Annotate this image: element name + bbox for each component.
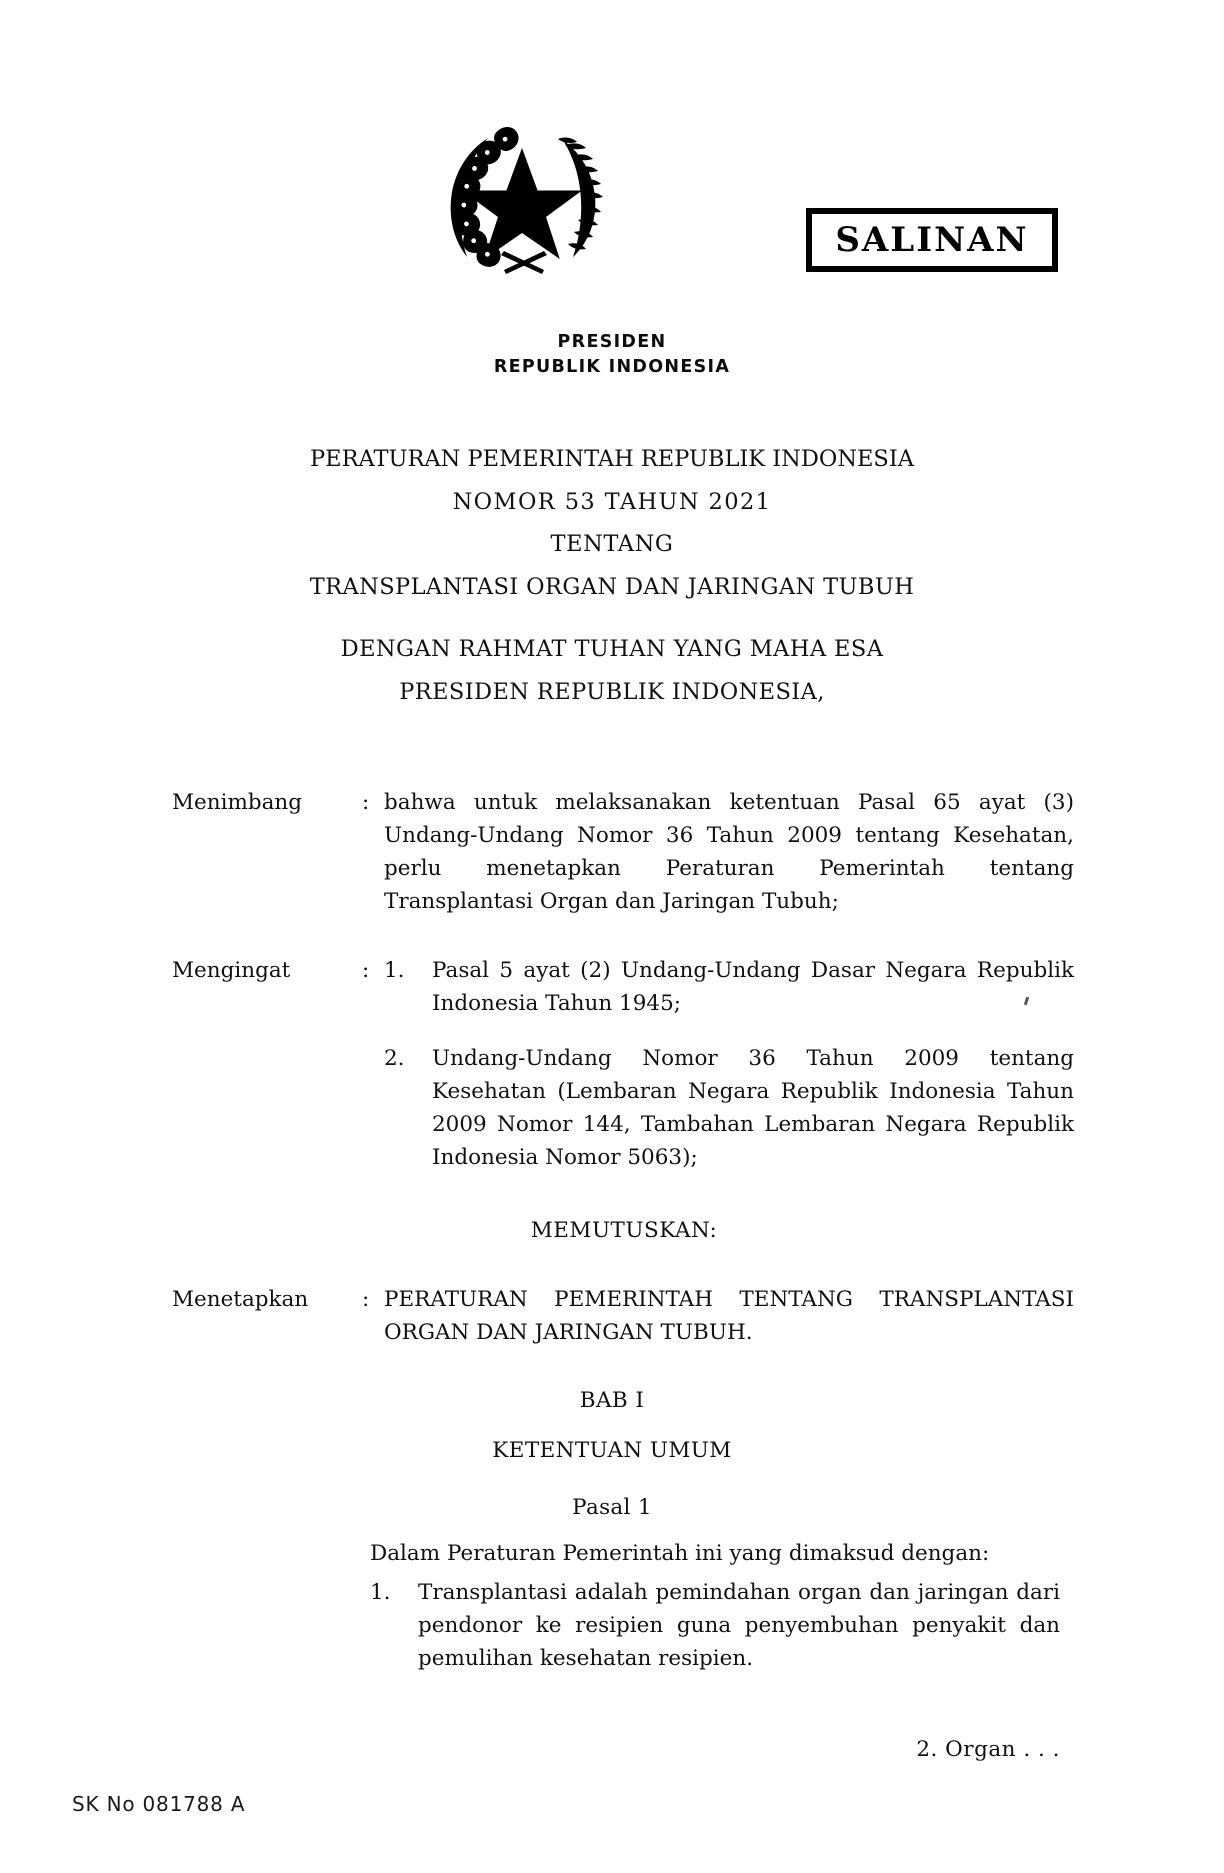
considerations-content bbox=[384, 786, 1074, 918]
list-item-number: 1. bbox=[384, 958, 405, 983]
chapter-heading-block bbox=[0, 1390, 1224, 1519]
enactment-content bbox=[384, 1283, 1074, 1349]
indonesian-presidential-seal-icon bbox=[432, 112, 612, 277]
president-line: PRESIDEN REPUBLIK INDONESIA, bbox=[399, 678, 825, 705]
list-item bbox=[384, 1042, 1074, 1174]
list-item-text: Transplantasi adalah pemindahan organ dan jaringan dari pendonor ke resipien guna penyembuhan penyakit dan pemulihan kesehatan resipien. bbox=[418, 1580, 1060, 1671]
list-item-number: 2. bbox=[384, 1046, 405, 1071]
spacer-legal-basis bbox=[0, 1174, 1224, 1214]
salinan-label: SALINAN bbox=[835, 220, 1029, 260]
about-label: TENTANG bbox=[550, 531, 674, 557]
legal-basis-label: Mengingat bbox=[172, 958, 291, 983]
document-body bbox=[0, 786, 1224, 1349]
salinan-stamp bbox=[806, 208, 1058, 272]
enactment-text: PERATURAN PEMERINTAH TENTANG TRANSPLANTASI ORGAN DAN JARINGAN TUBUH. bbox=[384, 1287, 1074, 1345]
legal-basis-colon: : bbox=[362, 958, 370, 983]
article-one-body bbox=[370, 1537, 1060, 1675]
legal-basis-content bbox=[384, 954, 1074, 1174]
enactment-colon: : bbox=[362, 1287, 370, 1312]
regulation-number-line: NOMOR 53 TAHUN 2021 bbox=[452, 488, 772, 515]
enactment-row bbox=[0, 1283, 1224, 1349]
regulation-type-line: PERATURAN PEMERINTAH REPUBLIK INDONESIA bbox=[310, 446, 914, 472]
enactment-label: Menetapkan bbox=[172, 1287, 309, 1312]
emblem-caption bbox=[0, 330, 1224, 380]
document-title-block bbox=[0, 448, 1224, 703]
definitions-list bbox=[370, 1576, 1060, 1675]
list-item-number: 1. bbox=[370, 1580, 391, 1605]
list-item bbox=[384, 954, 1074, 1020]
article-one-lead: Dalam Peraturan Pemerintah ini yang dimaksud dengan: bbox=[370, 1541, 990, 1566]
list-item-text: Pasal 5 ayat (2) Undang-Undang Dasar Negara Republik Indonesia Tahun 1945; bbox=[432, 958, 1074, 1016]
legal-basis-row bbox=[0, 954, 1224, 1174]
decision-heading: MEMUTUSKAN: bbox=[530, 1218, 718, 1243]
list-item-text: Undang-Undang Nomor 36 Tahun 2009 tentang Kesehatan (Lembaran Negara Republik Indonesia Tahun 2009 Nomor 144, Tambahan Lembaran Negara Republik Indonesia Nomor 5063); bbox=[432, 1046, 1074, 1170]
emblem-caption-line-2: REPUBLIK INDONESIA bbox=[493, 356, 731, 377]
article-number: Pasal 1 bbox=[572, 1495, 652, 1520]
invocation-line: DENGAN RAHMAT TUHAN YANG MAHA ESA bbox=[340, 636, 884, 662]
considerations-text: bahwa untuk melaksanakan ketentuan Pasal 65 ayat (3) Undang-Undang Nomor 36 Tahun 2009 tentang Kesehatan, perlu menetapkan Peraturan Pemerintah tentang Transplantasi Organ dan Jaringan Tubuh; bbox=[384, 790, 1074, 914]
spacer-decision bbox=[0, 1247, 1224, 1283]
spacer-considerations bbox=[0, 918, 1224, 954]
sk-number-stamp: SK No 081788 A bbox=[72, 1792, 246, 1816]
page-catchword: 2. Organ . . . bbox=[916, 1737, 1060, 1762]
chapter-number: BAB I bbox=[579, 1388, 645, 1413]
regulation-subject: TRANSPLANTASI ORGAN DAN JARINGAN TUBUH bbox=[309, 573, 915, 600]
chapter-title: KETENTUAN UMUM bbox=[492, 1437, 732, 1463]
considerations-row bbox=[0, 786, 1224, 918]
considerations-label: Menimbang bbox=[172, 790, 303, 815]
legal-basis-list bbox=[384, 954, 1074, 1174]
considerations-colon: : bbox=[362, 790, 370, 815]
list-item bbox=[370, 1576, 1060, 1675]
emblem-caption-line-1: PRESIDEN bbox=[557, 332, 667, 352]
